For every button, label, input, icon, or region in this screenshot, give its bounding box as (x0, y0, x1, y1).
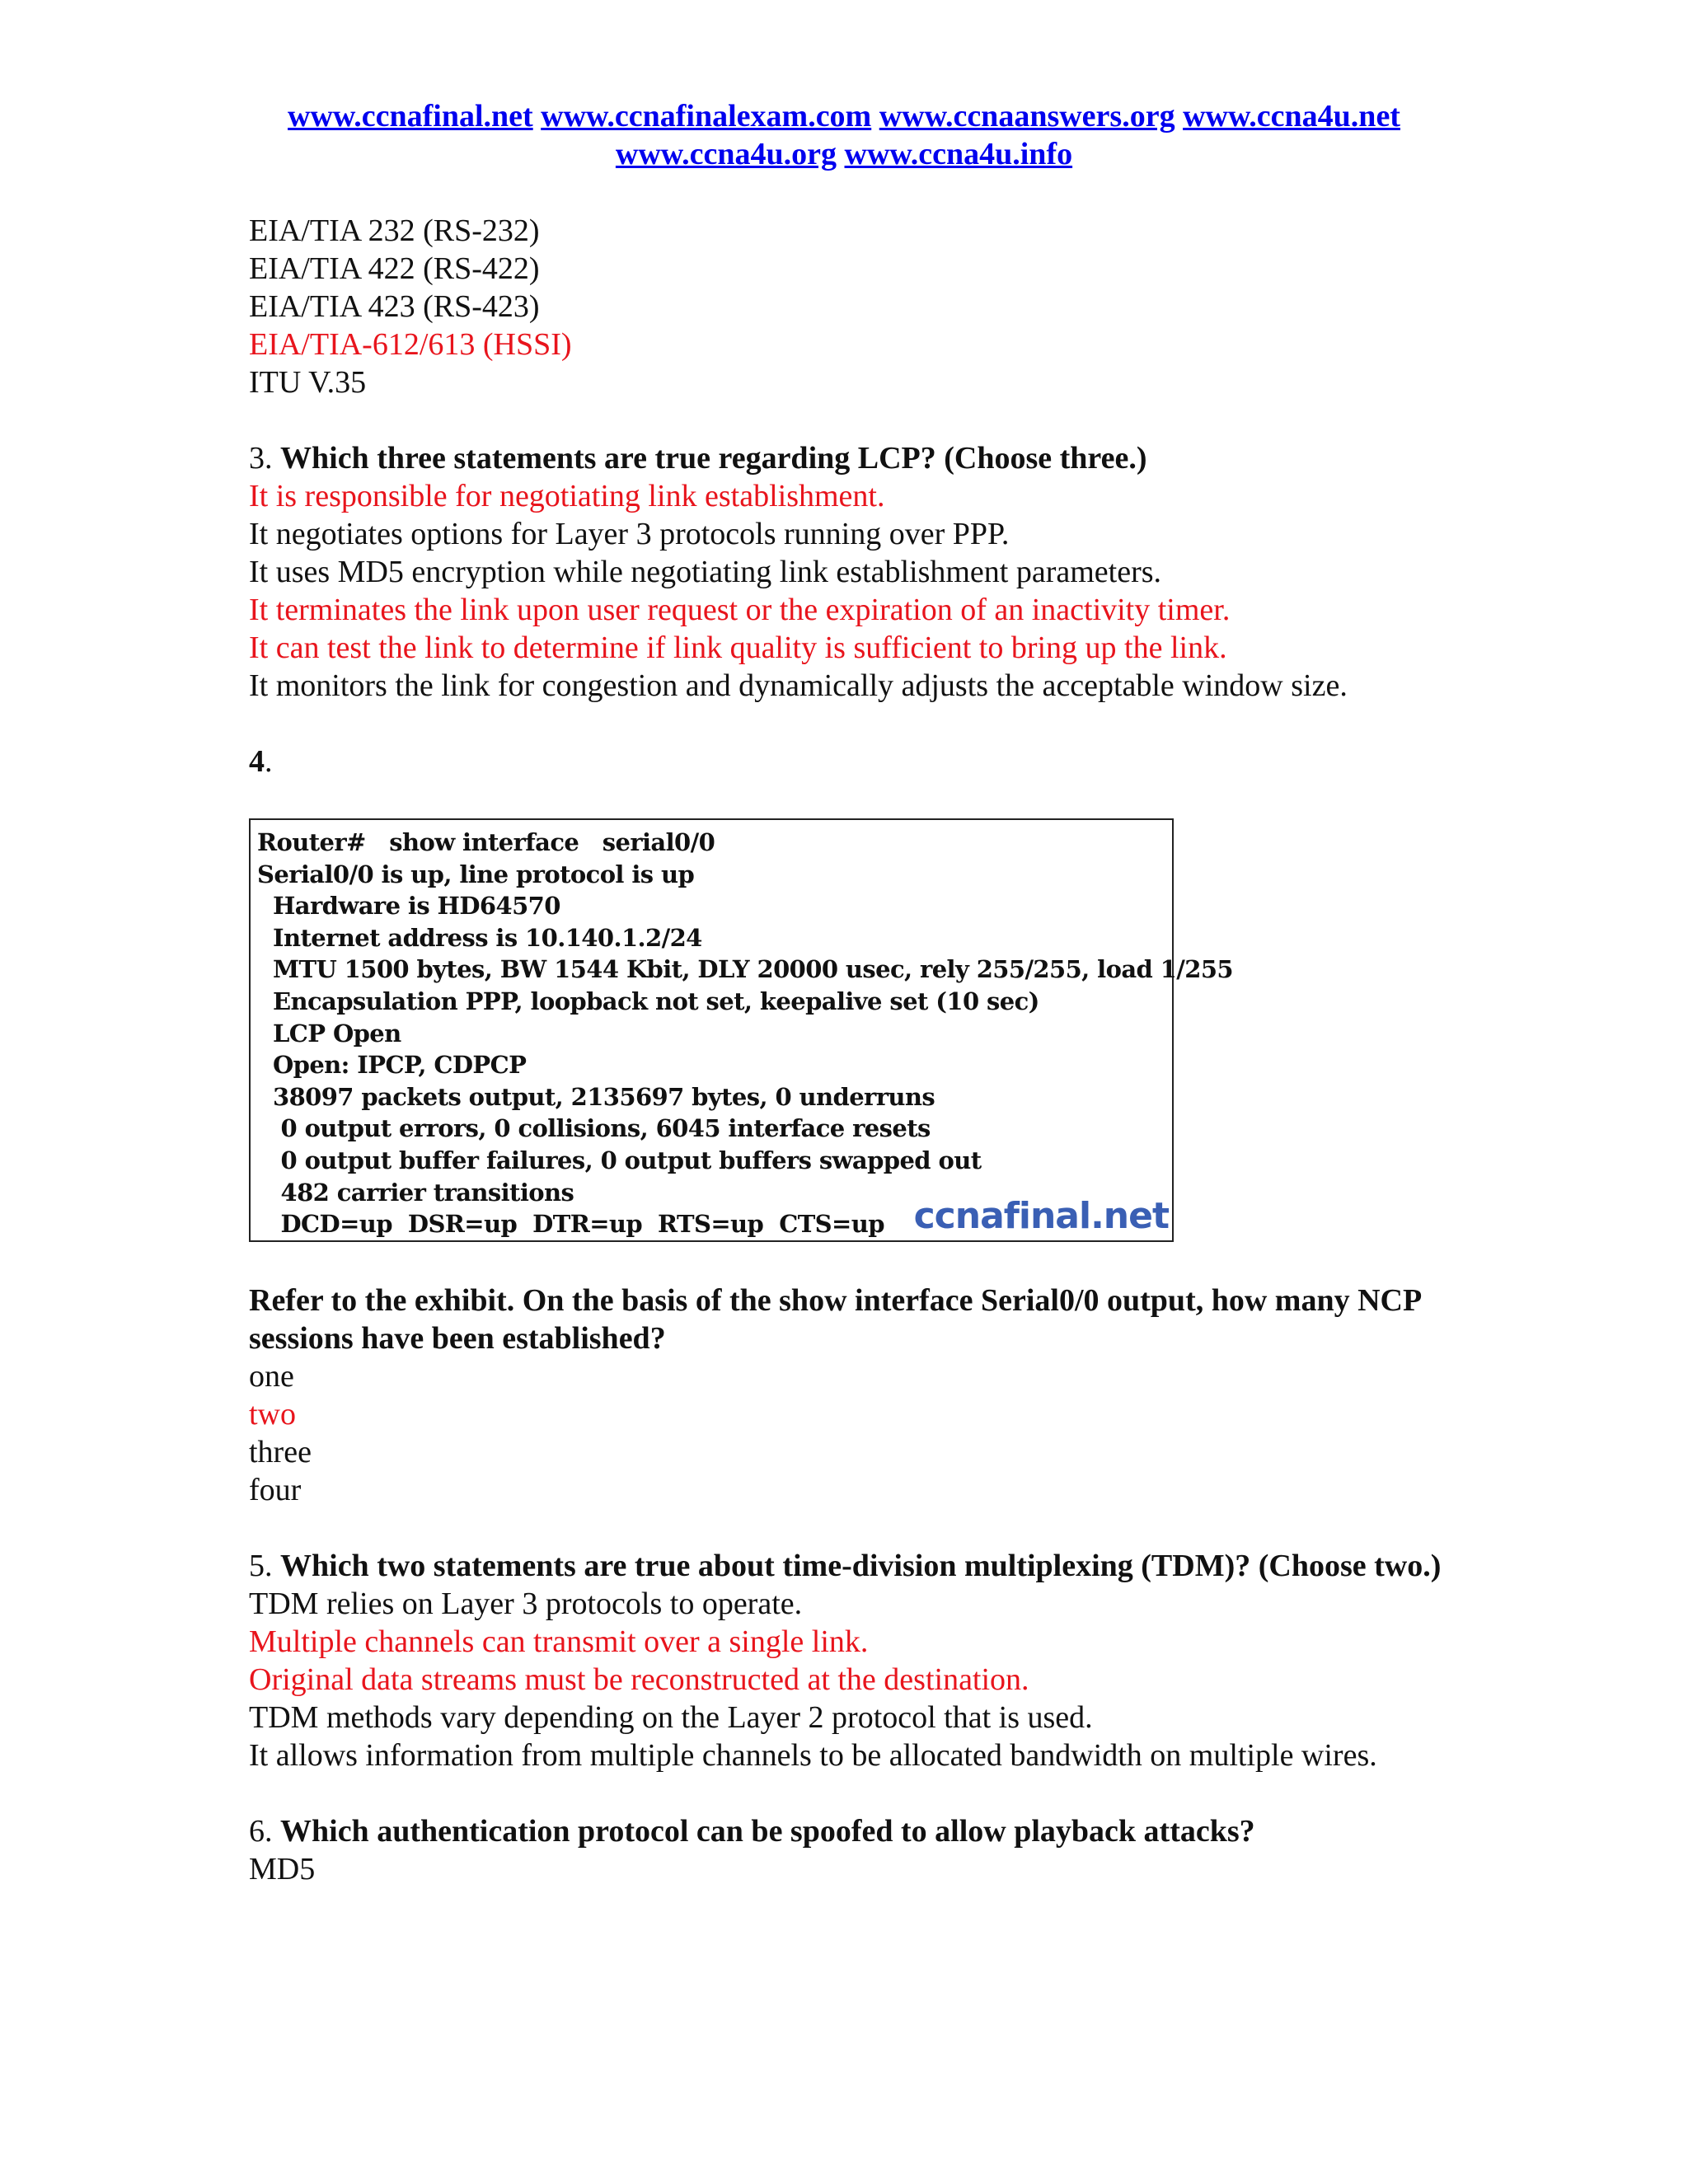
question-text: Refer to the exhibit. On the basis of the show interface Serial0/0 output, how many NCP sessions have been established? (249, 1283, 1421, 1356)
question-4 (249, 743, 1485, 1509)
exhibit-text (251, 820, 1233, 1240)
link-ccna4u-net[interactable]: www.ccna4u.net (1183, 99, 1400, 134)
link-ccnafinalexam-com[interactable]: www.ccnafinalexam.com (541, 99, 872, 134)
question-text: Which two statements are true about time-division multiplexing (TDM)? (Choose two.) (280, 1549, 1442, 1583)
answer-option: MD5 (249, 1852, 316, 1886)
question-text: Which three statements are true regarding LCP? (Choose three.) (280, 441, 1147, 476)
correct-answer-option: It can test the link to determine if link quality is sufficient to bring up the link. (249, 630, 1227, 665)
exhibit-line: Encapsulation PPP, loopback not set, keepalive set (10 sec) (272, 987, 1039, 1015)
question-number: 6 (249, 1814, 265, 1849)
exhibit-line: 38097 packets output, 2135697 bytes, 0 underruns (272, 1082, 935, 1111)
exhibit-line: Router# show interface serial0/0 (257, 828, 715, 856)
answer-option: three (249, 1435, 312, 1469)
link-ccna4u-info[interactable]: www.ccna4u.info (844, 137, 1073, 171)
question-6 (249, 1812, 1485, 1888)
answer-option: It uses MD5 encryption while negotiating link establishment parameters. (249, 555, 1162, 589)
answer-option: EIA/TIA 423 (RS-423) (249, 289, 540, 324)
correct-answer-option: It is responsible for negotiating link establishment. (249, 479, 885, 513)
link-ccnafinal-net[interactable]: www.ccnafinal.net (288, 99, 533, 134)
exhibit-line: Open: IPCP, CDPCP (272, 1051, 527, 1080)
q2-options (249, 212, 1485, 401)
exhibit-line: 482 carrier transitions (280, 1178, 574, 1207)
answer-option: four (249, 1473, 302, 1507)
answer-option: It allows information from multiple channels to be allocated bandwidth on multiple wires. (249, 1738, 1377, 1773)
header-links-line-2 (0, 135, 1688, 173)
answer-option: TDM methods vary depending on the Layer 2 protocol that is used. (249, 1700, 1093, 1735)
question-text: Which authentication protocol can be spoofed to allow playback attacks? (280, 1814, 1255, 1849)
answer-option: It monitors the link for congestion and dynamically adjusts the acceptable window size. (249, 668, 1348, 703)
exhibit-line: MTU 1500 bytes, BW 1544 Kbit, DLY 20000 usec, rely 255/255, load 1/255 (272, 955, 1233, 984)
question-3 (249, 439, 1485, 705)
correct-answer-option: It terminates the link upon user request or the expiration of an inactivity timer. (249, 593, 1231, 627)
answer-option: ITU V.35 (249, 365, 367, 400)
document-body (249, 212, 1485, 1888)
exhibit-line: Hardware is HD64570 (272, 892, 560, 921)
watermark-logo: ccnafinal.net (913, 1195, 1169, 1237)
question-heading: 5. Which two statements are true about time-division multiplexing (TDM)? (Choose two.) (249, 1549, 1442, 1583)
correct-answer-option: two (249, 1397, 296, 1432)
exhibit-line: 0 output errors, 0 collisions, 6045 interface resets (280, 1114, 931, 1143)
question-5 (249, 1547, 1485, 1774)
question-number: 3 (249, 441, 265, 476)
link-ccnaanswers-org[interactable]: www.ccnaanswers.org (879, 99, 1175, 134)
question-number: 5 (249, 1549, 265, 1583)
exhibit-line: DCD=up DSR=up DTR=up RTS=up CTS=up (280, 1210, 884, 1239)
correct-answer-option: Original data streams must be reconstructed at the destination. (249, 1662, 1029, 1697)
answer-option: It negotiates options for Layer 3 protocols running over PPP. (249, 517, 1010, 551)
header-links (0, 97, 1688, 173)
exhibit-line: Internet address is 10.140.1.2/24 (272, 923, 702, 952)
question-heading: 3. Which three statements are true regarding LCP? (Choose three.) (249, 441, 1147, 476)
correct-answer-option: Multiple channels can transmit over a single link. (249, 1624, 869, 1659)
exhibit-line: LCP Open (272, 1019, 401, 1047)
exhibit-line: 0 output buffer failures, 0 output buffers swapped out (280, 1146, 982, 1174)
question-heading: 6. Which authentication protocol can be spoofed to allow playback attacks? (249, 1814, 1255, 1849)
answer-option: EIA/TIA 422 (RS-422) (249, 251, 540, 286)
link-ccna4u-org[interactable]: www.ccna4u.org (615, 137, 837, 171)
question-number: 4. (249, 744, 273, 779)
correct-answer-option: EIA/TIA-612/613 (HSSI) (249, 327, 572, 362)
exhibit-line: Serial0/0 is up, line protocol is up (257, 860, 695, 888)
header-links-line-1 (0, 97, 1688, 135)
answer-option: TDM relies on Layer 3 protocols to operate. (249, 1586, 803, 1621)
answer-option: EIA/TIA 232 (RS-232) (249, 213, 540, 248)
exhibit-terminal-output (249, 818, 1233, 1242)
answer-option: one (249, 1359, 294, 1394)
